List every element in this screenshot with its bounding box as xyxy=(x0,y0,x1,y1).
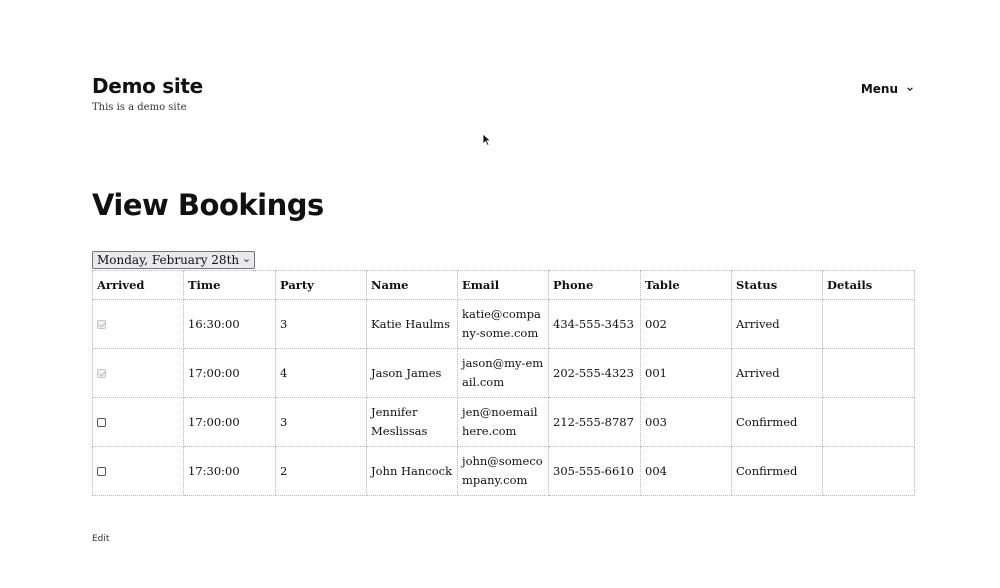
date-select[interactable] xyxy=(92,251,255,269)
table-number-cell: 004 xyxy=(641,447,732,496)
table-row xyxy=(93,349,915,398)
column-header-email: Email xyxy=(458,271,549,300)
email-cell: jen@noemailhere.com xyxy=(458,398,549,447)
column-header-table: Table xyxy=(641,271,732,300)
details-cell xyxy=(823,300,915,349)
column-header-details: Details xyxy=(823,271,915,300)
time-cell: 16:30:00 xyxy=(184,300,276,349)
party-cell: 4 xyxy=(276,349,367,398)
arrived-checkbox[interactable] xyxy=(97,369,106,378)
status-cell: Confirmed xyxy=(732,447,823,496)
name-cell: Jennifer Meslissas xyxy=(367,398,458,447)
name-cell: Katie Haulms xyxy=(367,300,458,349)
column-header-phone: Phone xyxy=(549,271,641,300)
arrived-checkbox[interactable] xyxy=(97,320,106,329)
arrived-checkbox[interactable] xyxy=(97,418,106,427)
table-number-cell: 001 xyxy=(641,349,732,398)
date-select-value: Monday, February 28th xyxy=(97,253,240,267)
status-cell: Arrived xyxy=(732,349,823,398)
bookings-table xyxy=(92,270,915,496)
chevron-down-icon xyxy=(243,257,250,264)
email-cell: john@somecompany.com xyxy=(458,447,549,496)
site-tagline: This is a demo site xyxy=(92,102,187,113)
arrived-cell xyxy=(93,300,184,349)
time-cell: 17:00:00 xyxy=(184,349,276,398)
edit-link[interactable]: Edit xyxy=(92,534,110,544)
menu-button[interactable] xyxy=(861,80,914,98)
table-row xyxy=(93,300,915,349)
time-cell: 17:30:00 xyxy=(184,447,276,496)
page-title: View Bookings xyxy=(92,188,324,222)
arrived-cell xyxy=(93,447,184,496)
table-number-cell: 003 xyxy=(641,398,732,447)
chevron-down-icon xyxy=(906,85,914,93)
site-header xyxy=(92,72,914,118)
column-header-time: Time xyxy=(184,271,276,300)
column-header-name: Name xyxy=(367,271,458,300)
arrived-checkbox[interactable] xyxy=(97,467,106,476)
phone-cell: 434-555-3453 xyxy=(549,300,641,349)
phone-cell: 305-555-6610 xyxy=(549,447,641,496)
name-cell: John Hancock xyxy=(367,447,458,496)
status-cell: Arrived xyxy=(732,300,823,349)
table-header-row xyxy=(93,271,915,300)
arrived-cell xyxy=(93,398,184,447)
name-cell: Jason James xyxy=(367,349,458,398)
phone-cell: 202-555-4323 xyxy=(549,349,641,398)
details-cell xyxy=(823,398,915,447)
email-cell: katie@company-some.com xyxy=(458,300,549,349)
table-row xyxy=(93,447,915,496)
status-cell: Confirmed xyxy=(732,398,823,447)
time-cell: 17:00:00 xyxy=(184,398,276,447)
details-cell xyxy=(823,447,915,496)
column-header-status: Status xyxy=(732,271,823,300)
table-row xyxy=(93,398,915,447)
menu-label: Menu xyxy=(860,82,898,96)
details-cell xyxy=(823,349,915,398)
party-cell: 3 xyxy=(276,300,367,349)
column-header-party: Party xyxy=(276,271,367,300)
site-title[interactable]: Demo site xyxy=(92,74,203,98)
mouse-cursor-icon xyxy=(482,133,492,147)
arrived-cell xyxy=(93,349,184,398)
email-cell: jason@my-email.com xyxy=(458,349,549,398)
party-cell: 3 xyxy=(276,398,367,447)
party-cell: 2 xyxy=(276,447,367,496)
table-number-cell: 002 xyxy=(641,300,732,349)
phone-cell: 212-555-8787 xyxy=(549,398,641,447)
column-header-arrived: Arrived xyxy=(93,271,184,300)
